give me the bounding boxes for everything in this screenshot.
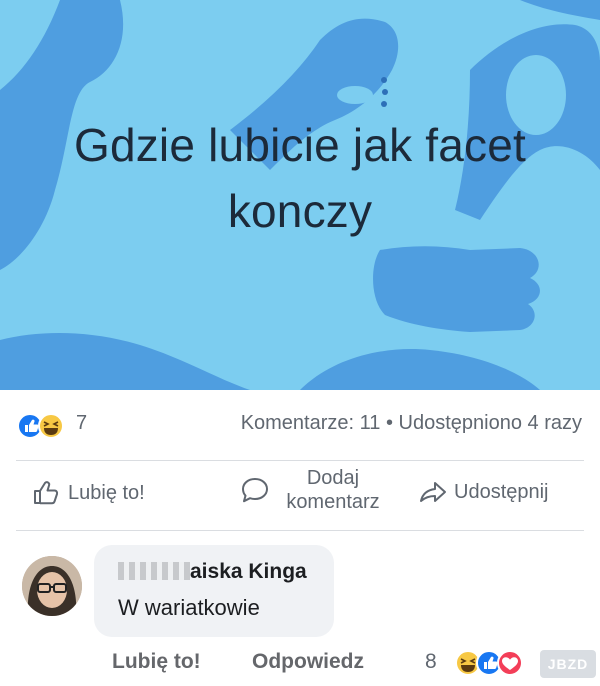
haha-icon	[39, 414, 63, 438]
post-headline: Gdzie lubicie jak facet konczy	[73, 119, 527, 237]
comment	[0, 540, 600, 686]
like-button-label: Lubię to!	[68, 481, 145, 504]
reaction-count[interactable]: 7	[76, 412, 88, 434]
avatar[interactable]	[22, 556, 82, 616]
love-icon	[498, 651, 522, 675]
divider	[16, 530, 584, 531]
speech-bubble-icon	[240, 476, 270, 504]
reaction-stats-row	[0, 398, 600, 454]
user-photo	[22, 556, 82, 616]
comments-count-link[interactable]: Komentarze: 11	[240, 412, 381, 434]
comment-reply-button[interactable]: Odpowiedz	[252, 650, 364, 673]
thumbs-up-icon	[32, 480, 62, 506]
comment-author[interactable]	[118, 560, 307, 584]
comment-reaction-count[interactable]: 8	[425, 650, 437, 673]
shares-count-link[interactable]: Udostępniono 4 razy	[398, 412, 582, 434]
watermark-logo: JBZD	[540, 650, 596, 678]
censored-name-part	[118, 562, 190, 580]
comment-button-label: Dodaj komentarz	[286, 467, 380, 513]
share-button-label: Udostępnij	[454, 480, 549, 503]
post-actions-bar	[0, 462, 600, 524]
reaction-summary-icons[interactable]	[17, 412, 69, 440]
comment-author-name: aiska Kinga	[190, 560, 307, 583]
comment-like-button[interactable]: Lubię to!	[112, 650, 201, 673]
like-button[interactable]	[32, 480, 145, 506]
comment-bubble	[94, 545, 334, 637]
comment-reaction-icons[interactable]	[455, 649, 525, 677]
separator-dot: •	[385, 412, 393, 434]
comment-button[interactable]	[240, 466, 392, 514]
divider	[16, 460, 584, 461]
share-arrow-icon	[418, 480, 448, 504]
comment-text: W wariatkowie	[118, 595, 260, 620]
share-button[interactable]	[418, 480, 549, 504]
comments-shares-summary	[241, 412, 582, 435]
